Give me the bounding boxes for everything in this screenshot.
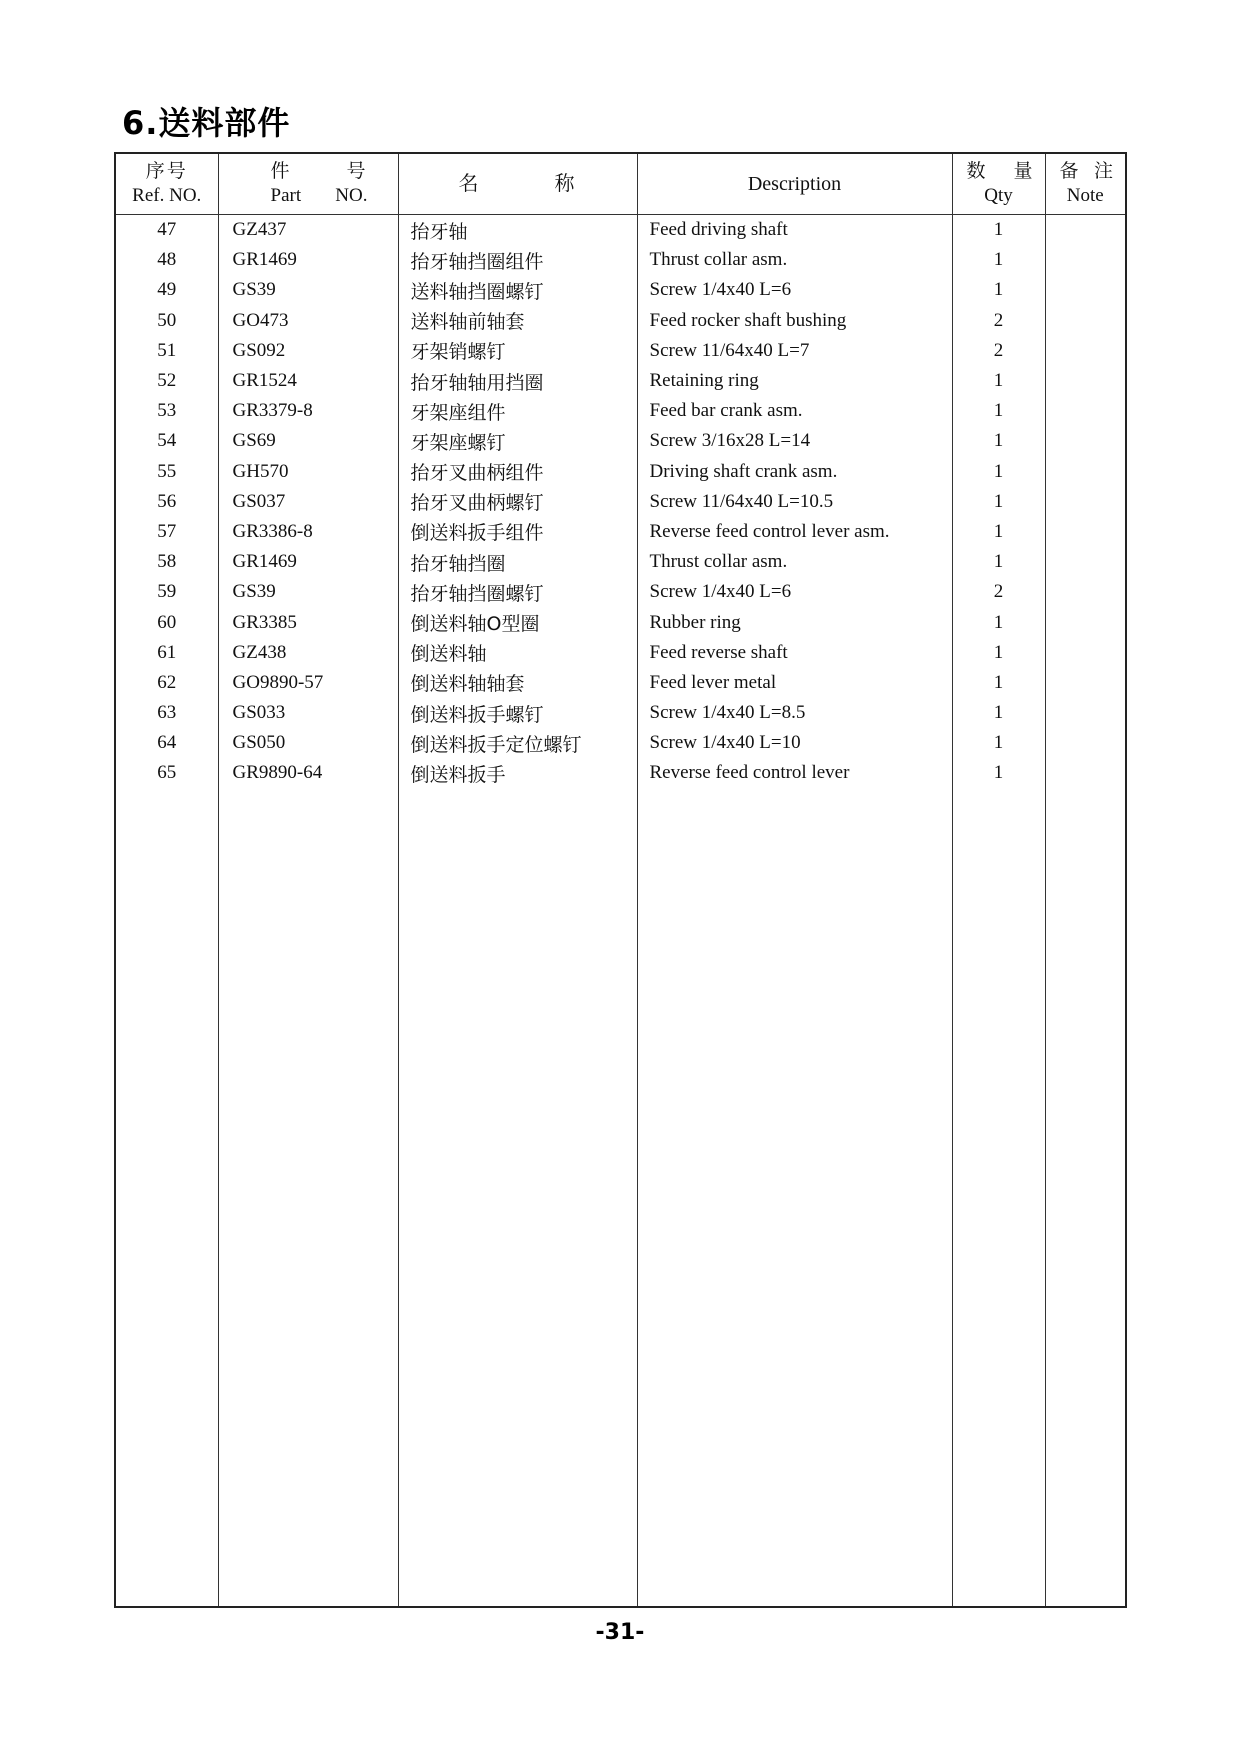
header-part-en-2: NO. [335, 185, 368, 206]
header-qty [952, 153, 1045, 215]
header-qty-cn-2: 量 [1013, 161, 1035, 182]
cell-qty: 1 [952, 607, 1045, 637]
header-name-cn-2: 称 [554, 173, 577, 195]
cell-name-cn: 倒送料扳手 [398, 758, 637, 788]
cell-ref-no: 64 [115, 728, 218, 758]
cell-qty: 1 [952, 366, 1045, 396]
cell-note [1045, 758, 1126, 788]
cell-qty: 2 [952, 336, 1045, 366]
cell-ref-no: 60 [115, 607, 218, 637]
cell-description: Screw 11/64x40 L=10.5 [637, 487, 952, 517]
cell-ref-no: 56 [115, 487, 218, 517]
cell-description: Thrust collar asm. [637, 547, 952, 577]
cell-ref-no: 65 [115, 758, 218, 788]
cell-part-no: GR1469 [218, 547, 398, 577]
cell-note [1045, 607, 1126, 637]
cell-note [1045, 577, 1126, 607]
cell-qty: 1 [952, 668, 1045, 698]
cell-description: Screw 1/4x40 L=8.5 [637, 698, 952, 728]
cell-part-no: GS39 [218, 577, 398, 607]
header-part-en-1: Part [270, 185, 302, 206]
cell-part-no: GR3379-8 [218, 396, 398, 426]
cell-part-no: GR9890-64 [218, 758, 398, 788]
cell-part-no: GO473 [218, 306, 398, 336]
cell-description: Reverse feed control lever [637, 758, 952, 788]
cell-name-cn: 倒送料扳手定位螺钉 [398, 728, 637, 758]
table-row [115, 396, 1126, 426]
cell-qty: 1 [952, 426, 1045, 456]
header-qty-cn-1: 数 [966, 161, 988, 182]
table-row [115, 306, 1126, 336]
table-row [115, 698, 1126, 728]
cell-ref-no: 52 [115, 366, 218, 396]
cell-qty: 1 [952, 638, 1045, 668]
table-row [115, 487, 1126, 517]
cell-note [1045, 306, 1126, 336]
cell-name-cn: 倒送料扳手组件 [398, 517, 637, 547]
cell-part-no: GS39 [218, 275, 398, 305]
cell-description: Thrust collar asm. [637, 245, 952, 275]
header-note-cn-2: 注 [1093, 161, 1115, 182]
table-filler-row [115, 789, 1126, 1607]
cell-ref-no: 58 [115, 547, 218, 577]
cell-note [1045, 245, 1126, 275]
table-row [115, 668, 1126, 698]
header-note-cn-1: 备 [1059, 161, 1081, 182]
page-number: -31- [595, 1620, 645, 1645]
cell-note [1045, 698, 1126, 728]
cell-description: Retaining ring [637, 366, 952, 396]
table-row [115, 336, 1126, 366]
cell-ref-no: 59 [115, 577, 218, 607]
cell-qty: 1 [952, 698, 1045, 728]
cell-description: Screw 3/16x28 L=14 [637, 426, 952, 456]
cell-name-cn: 抬牙轴挡圈组件 [398, 245, 637, 275]
cell-name-cn: 送料轴挡圈螺钉 [398, 275, 637, 305]
cell-name-cn: 倒送料扳手螺钉 [398, 698, 637, 728]
header-qty-cn [953, 160, 1045, 184]
cell-name-cn: 倒送料轴 [398, 638, 637, 668]
cell-name-cn: 抬牙轴轴用挡圈 [398, 366, 637, 396]
cell-qty: 1 [952, 547, 1045, 577]
cell-note [1045, 668, 1126, 698]
cell-note [1045, 457, 1126, 487]
cell-description: Feed lever metal [637, 668, 952, 698]
cell-description: Screw 1/4x40 L=10 [637, 728, 952, 758]
cell-ref-no: 62 [115, 668, 218, 698]
header-note-cn [1046, 160, 1126, 184]
cell-qty: 1 [952, 245, 1045, 275]
cell-note [1045, 638, 1126, 668]
cell-name-cn: 送料轴前轴套 [398, 306, 637, 336]
cell-part-no: GH570 [218, 457, 398, 487]
cell-note [1045, 396, 1126, 426]
cell-part-no: GS050 [218, 728, 398, 758]
cell-qty: 2 [952, 577, 1045, 607]
table-row [115, 275, 1126, 305]
header-name-cn [399, 172, 637, 196]
cell-part-no: GS033 [218, 698, 398, 728]
header-ref-en: Ref. NO. [132, 185, 202, 206]
cell-part-no: GR1469 [218, 245, 398, 275]
cell-name-cn: 抬牙轴 [398, 215, 637, 246]
table-row [115, 638, 1126, 668]
cell-description: Screw 1/4x40 L=6 [637, 275, 952, 305]
cell-part-no: GS037 [218, 487, 398, 517]
table-row [115, 728, 1126, 758]
cell-note [1045, 215, 1126, 246]
cell-name-cn: 牙架座螺钉 [398, 426, 637, 456]
table-body [115, 215, 1126, 1608]
table-row [115, 577, 1126, 607]
cell-ref-no: 49 [115, 275, 218, 305]
header-note-en: Note [1066, 185, 1104, 206]
cell-name-cn: 倒送料轴O型圈 [398, 607, 637, 637]
header-part [218, 153, 398, 215]
cell-note [1045, 728, 1126, 758]
table-row [115, 607, 1126, 637]
header-description [637, 153, 952, 215]
header-ref [115, 153, 218, 215]
cell-name-cn: 牙架销螺钉 [398, 336, 637, 366]
cell-description: Feed rocker shaft bushing [637, 306, 952, 336]
cell-name-cn: 倒送料轴轴套 [398, 668, 637, 698]
table-row [115, 426, 1126, 456]
cell-ref-no: 47 [115, 215, 218, 246]
cell-name-cn: 抬牙轴挡圈 [398, 547, 637, 577]
cell-qty: 1 [952, 487, 1045, 517]
cell-description: Reverse feed control lever asm. [637, 517, 952, 547]
cell-ref-no: 51 [115, 336, 218, 366]
cell-description: Screw 1/4x40 L=6 [637, 577, 952, 607]
table-row [115, 245, 1126, 275]
cell-qty: 1 [952, 728, 1045, 758]
cell-note [1045, 275, 1126, 305]
cell-part-no: GZ437 [218, 215, 398, 246]
cell-name-cn: 抬牙叉曲柄螺钉 [398, 487, 637, 517]
parts-table [114, 152, 1127, 1608]
header-name [398, 153, 637, 215]
cell-ref-no: 54 [115, 426, 218, 456]
cell-qty: 1 [952, 396, 1045, 426]
table-row [115, 366, 1126, 396]
cell-ref-no: 53 [115, 396, 218, 426]
table-header [115, 153, 1126, 215]
cell-description: Feed driving shaft [637, 215, 952, 246]
header-part-en [219, 184, 398, 208]
header-part-cn-1: 件 [270, 161, 292, 182]
cell-qty: 2 [952, 306, 1045, 336]
cell-description: Feed bar crank asm. [637, 396, 952, 426]
cell-part-no: GS69 [218, 426, 398, 456]
cell-note [1045, 336, 1126, 366]
cell-note [1045, 426, 1126, 456]
cell-note [1045, 366, 1126, 396]
header-name-cn-1: 名 [458, 173, 481, 195]
table-row [115, 758, 1126, 788]
table-row [115, 517, 1126, 547]
header-part-cn-2: 号 [346, 161, 368, 182]
cell-qty: 1 [952, 517, 1045, 547]
header-qty-en: Qty [984, 185, 1013, 206]
cell-name-cn: 抬牙轴挡圈螺钉 [398, 577, 637, 607]
cell-ref-no: 63 [115, 698, 218, 728]
cell-note [1045, 547, 1126, 577]
cell-qty: 1 [952, 275, 1045, 305]
cell-qty: 1 [952, 758, 1045, 788]
cell-description: Screw 11/64x40 L=7 [637, 336, 952, 366]
cell-ref-no: 57 [115, 517, 218, 547]
cell-qty: 1 [952, 215, 1045, 246]
cell-part-no: GZ438 [218, 638, 398, 668]
cell-ref-no: 48 [115, 245, 218, 275]
cell-part-no: GR3385 [218, 607, 398, 637]
cell-ref-no: 55 [115, 457, 218, 487]
header-note [1045, 153, 1126, 215]
header-description-label: Description [747, 172, 842, 195]
cell-name-cn: 牙架座组件 [398, 396, 637, 426]
cell-description: Feed reverse shaft [637, 638, 952, 668]
cell-ref-no: 50 [115, 306, 218, 336]
cell-ref-no: 61 [115, 638, 218, 668]
table-row [115, 215, 1126, 246]
section-title: 6.送料部件 [122, 104, 291, 142]
cell-name-cn: 抬牙叉曲柄组件 [398, 457, 637, 487]
cell-part-no: GS092 [218, 336, 398, 366]
cell-description: Rubber ring [637, 607, 952, 637]
cell-note [1045, 517, 1126, 547]
table-row [115, 547, 1126, 577]
header-part-cn [219, 160, 398, 184]
header-ref-cn: 序号 [145, 161, 188, 182]
cell-part-no: GR1524 [218, 366, 398, 396]
cell-part-no: GO9890-57 [218, 668, 398, 698]
cell-part-no: GR3386-8 [218, 517, 398, 547]
table-row [115, 457, 1126, 487]
cell-description: Driving shaft crank asm. [637, 457, 952, 487]
cell-qty: 1 [952, 457, 1045, 487]
cell-note [1045, 487, 1126, 517]
